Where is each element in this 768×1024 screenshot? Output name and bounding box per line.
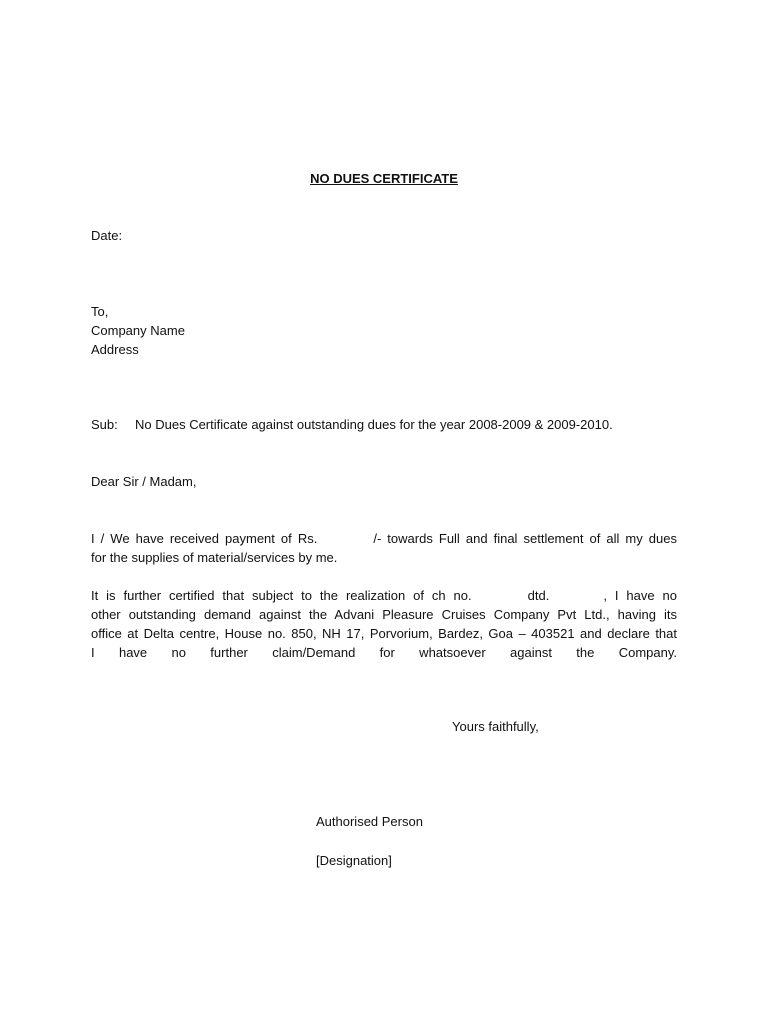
document-title: NO DUES CERTIFICATE: [310, 171, 458, 186]
paragraph-1-line-1: [91, 529, 677, 548]
no-demand-text: , I have no: [603, 588, 677, 603]
date-label: Date:: [91, 228, 123, 243]
dtd-text: dtd.: [527, 588, 550, 603]
subject-label: Sub:: [91, 417, 118, 432]
payment-text-end: /- towards Full and final settlement of all my dues: [373, 531, 677, 546]
designation: [Designation]: [316, 853, 392, 868]
paragraph-2-line-1: [91, 586, 677, 605]
recipient-to: To,: [91, 304, 109, 319]
paragraph-2-line-2: other outstanding demand against the Advani Pleasure Cruises Company Pvt Ltd., having its: [91, 607, 677, 622]
salutation: Dear Sir / Madam,: [91, 474, 197, 489]
signatory: Authorised Person: [316, 814, 423, 829]
paragraph-2-line-3: office at Delta centre, House no. 850, NH 17, Porvorium, Bardez, Goa – 403521 and declare that: [91, 626, 677, 641]
subject-text: No Dues Certificate against outstanding dues for the year 2008-2009 & 2009-2010.: [135, 417, 613, 432]
cheque-text: It is further certified that subject to the realization of ch no.: [91, 588, 472, 603]
subject-line: [91, 415, 613, 434]
closing: Yours faithfully,: [452, 719, 539, 734]
recipient-company-name: Company Name: [91, 323, 185, 338]
recipient-address: Address: [91, 342, 139, 357]
paragraph-1-line-2: for the supplies of material/services by me.: [91, 550, 338, 565]
payment-text-start: I / We have received payment of Rs.: [91, 531, 318, 546]
paragraph-2-line-4: I have no further claim/Demand for whatsoever against the Company.: [91, 645, 677, 660]
